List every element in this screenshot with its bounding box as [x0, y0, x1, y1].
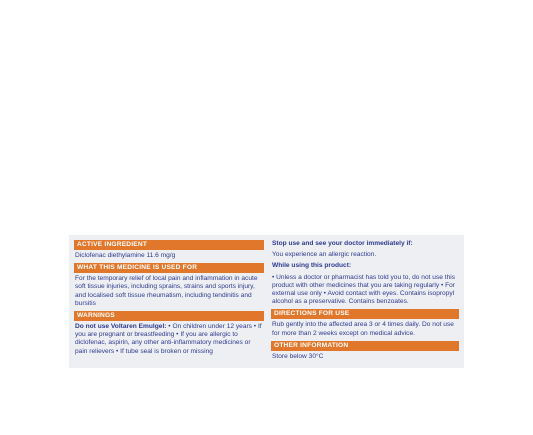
stop-use-reaction: You experience an allergic reaction.	[272, 251, 377, 259]
directions-text: Rub gently into the affected area 3 or 4 times daily. Do not use for more than 2 weeks except on medical advice.	[272, 321, 454, 337]
right-column	[271, 240, 459, 364]
other-info-header: OTHER INFORMATION	[271, 341, 459, 351]
active-ingredient-text: Diclofenac diethylamine 11.6 mg/g	[75, 252, 176, 259]
while-using-title: While using this product:	[272, 262, 352, 270]
active-ingredient-header: ACTIVE INGREDIENT	[74, 240, 264, 250]
warnings-lead: Do not use Voltaren Emulgel:	[75, 323, 167, 331]
other-info-text: Store below 30°C	[272, 352, 324, 360]
warnings-text	[75, 323, 264, 356]
while-using-text: • Unless a doctor or pharmacist has told you to, do not use this product with other medicines that you are taking regularly • For external use only • Avoid contact with eyes. Contains isopropyl alcohol as a preservative. Contains benzoates.	[272, 273, 455, 306]
directions-header: DIRECTIONS FOR USE	[271, 309, 459, 319]
warnings-header: WARNINGS	[74, 311, 264, 321]
product-info-panel	[69, 235, 464, 368]
stop-use-title: Stop use and see your doctor immediately if:	[272, 240, 413, 247]
used-for-text: For the temporary relief of local pain and inflammation in acute soft tissue injuries, including sprains, strains and sports injury, and localised soft tissue rheumatism, including tendinitis and bursitis	[75, 275, 258, 307]
left-column	[74, 240, 264, 359]
warnings-body: • On children under 12 years • If you are pregnant or breastfeeding • If you are allergic to diclofenac, aspirin, any other anti-inflammatory medicines or pain relievers • If tube seal is broken or missing	[75, 323, 262, 355]
used-for-header: WHAT THIS MEDICINE IS USED FOR	[74, 263, 264, 273]
